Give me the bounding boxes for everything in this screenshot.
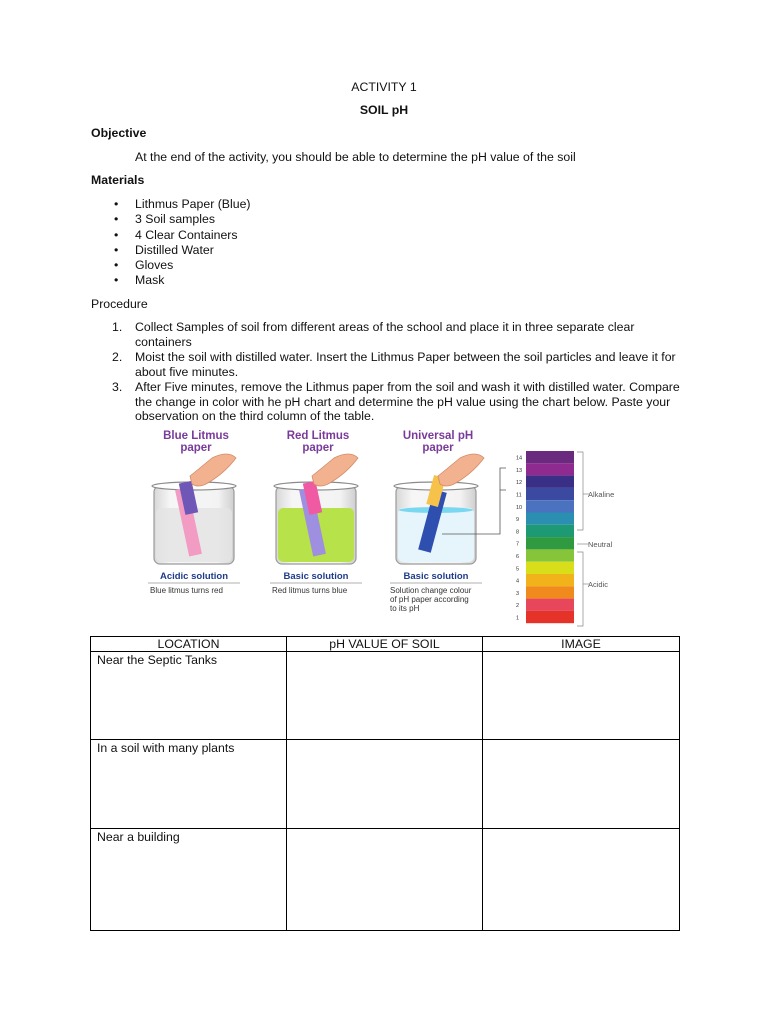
ph-range-brackets — [576, 450, 590, 628]
objective-heading: Objective — [91, 126, 147, 140]
step-number: 1. — [112, 320, 123, 334]
procedure-step — [91, 320, 681, 349]
ph-band — [526, 537, 574, 549]
ph-color-scale — [514, 450, 576, 628]
image-cell[interactable] — [483, 740, 680, 829]
procedure-heading: Procedure — [91, 297, 148, 311]
ph-band — [526, 586, 574, 598]
table-row — [91, 829, 680, 931]
beaker-1 — [152, 454, 236, 564]
procedure-list — [91, 320, 681, 425]
procedure-step — [91, 380, 681, 424]
ph-band — [526, 525, 574, 537]
ph-number: 5 — [516, 566, 520, 573]
ph-number: 11 — [516, 492, 522, 499]
ph-band — [526, 611, 574, 623]
location-cell: Near a building — [91, 829, 287, 931]
location-cell: In a soil with many plants — [91, 740, 287, 829]
label-underlines — [148, 582, 488, 584]
neutral-label: Neutral — [588, 540, 613, 549]
ph-band — [526, 513, 574, 525]
material-item: • Mask — [91, 273, 251, 288]
ph-number: 2 — [516, 603, 520, 610]
ph-band — [526, 599, 574, 611]
column-header-ph-value: pH VALUE OF SOIL — [287, 637, 483, 652]
beaker-3-title: Universal pH paper — [402, 430, 474, 454]
materials-list — [91, 197, 251, 289]
beaker-3 — [394, 454, 506, 564]
beaker-1-title: Blue Litmus paper — [163, 430, 229, 454]
ph-band — [526, 488, 574, 500]
activity-topic: SOIL pH — [359, 103, 409, 117]
beaker-2-title: Red Litmus paper — [286, 430, 350, 454]
beaker-1-label: Acidic solution — [159, 571, 229, 582]
beaker-2-label: Basic solution — [283, 571, 349, 582]
ph-value-cell[interactable] — [287, 740, 483, 829]
beaker-2 — [274, 454, 358, 564]
ph-band — [526, 549, 574, 561]
alkaline-label: Alkaline — [588, 490, 615, 499]
step-number: 2. — [112, 350, 123, 364]
ph-number: 12 — [516, 480, 523, 487]
beaker-1-note: Blue litmus turns red — [150, 586, 223, 595]
ph-number: 6 — [516, 554, 520, 561]
material-item: • Lithmus Paper (Blue) — [91, 197, 251, 212]
image-cell[interactable] — [483, 652, 680, 740]
material-item: • 4 Clear Containers — [91, 228, 251, 243]
table-row — [91, 740, 680, 829]
column-header-location: LOCATION — [91, 637, 287, 652]
ph-number: 3 — [516, 590, 520, 597]
activity-number: ACTIVITY 1 — [351, 80, 417, 94]
image-cell[interactable] — [483, 829, 680, 931]
ph-band — [526, 500, 574, 512]
materials-heading: Materials — [91, 173, 145, 187]
ph-band — [526, 574, 574, 586]
beaker-3-label: Basic solution — [403, 571, 469, 582]
table-row — [91, 652, 680, 740]
step-text: Moist the soil with distilled water. Insert the Lithmus Paper between the soil particles and leave it for about five minutes. — [135, 350, 676, 379]
ph-value-cell[interactable] — [287, 829, 483, 931]
table-header-row — [91, 637, 680, 652]
location-cell: Near the Septic Tanks — [91, 652, 287, 740]
beaker-2-note: Red litmus turns blue — [272, 586, 348, 595]
ph-number: 7 — [516, 541, 520, 548]
ph-number: 13 — [516, 467, 523, 474]
ph-number: 1 — [516, 615, 520, 622]
material-item: • Gloves — [91, 258, 251, 273]
ph-number: 10 — [516, 504, 523, 511]
objective-text: At the end of the activity, you should be able to determine the pH value of the soil — [135, 150, 576, 164]
litmus-figure — [140, 428, 630, 628]
ph-band — [526, 562, 574, 574]
ph-value-cell[interactable] — [287, 652, 483, 740]
ph-band — [526, 451, 574, 463]
column-header-image: IMAGE — [483, 637, 680, 652]
ph-band — [526, 463, 574, 475]
procedure-step — [91, 350, 681, 379]
acidic-label: Acidic — [588, 580, 609, 589]
step-text: After Five minutes, remove the Lithmus paper from the soil and wash it with distilled water. Compare the change in color with he pH chart and determine the pH value using the chart below. Paste your observation on the third column of the table. — [135, 380, 680, 423]
material-item: • Distilled Water — [91, 243, 251, 258]
observation-table — [90, 636, 680, 931]
ph-band — [526, 476, 574, 488]
beaker-3-note: Solution change colour of pH paper according to its pH — [390, 586, 472, 613]
step-number: 3. — [112, 380, 123, 394]
step-text: Collect Samples of soil from different areas of the school and place it in three separate clear containers — [135, 320, 635, 349]
material-item: • 3 Soil samples — [91, 212, 251, 227]
ph-number: 9 — [516, 517, 520, 524]
ph-number: 8 — [516, 529, 520, 536]
ph-number: 14 — [516, 455, 523, 462]
ph-number: 4 — [516, 578, 520, 585]
